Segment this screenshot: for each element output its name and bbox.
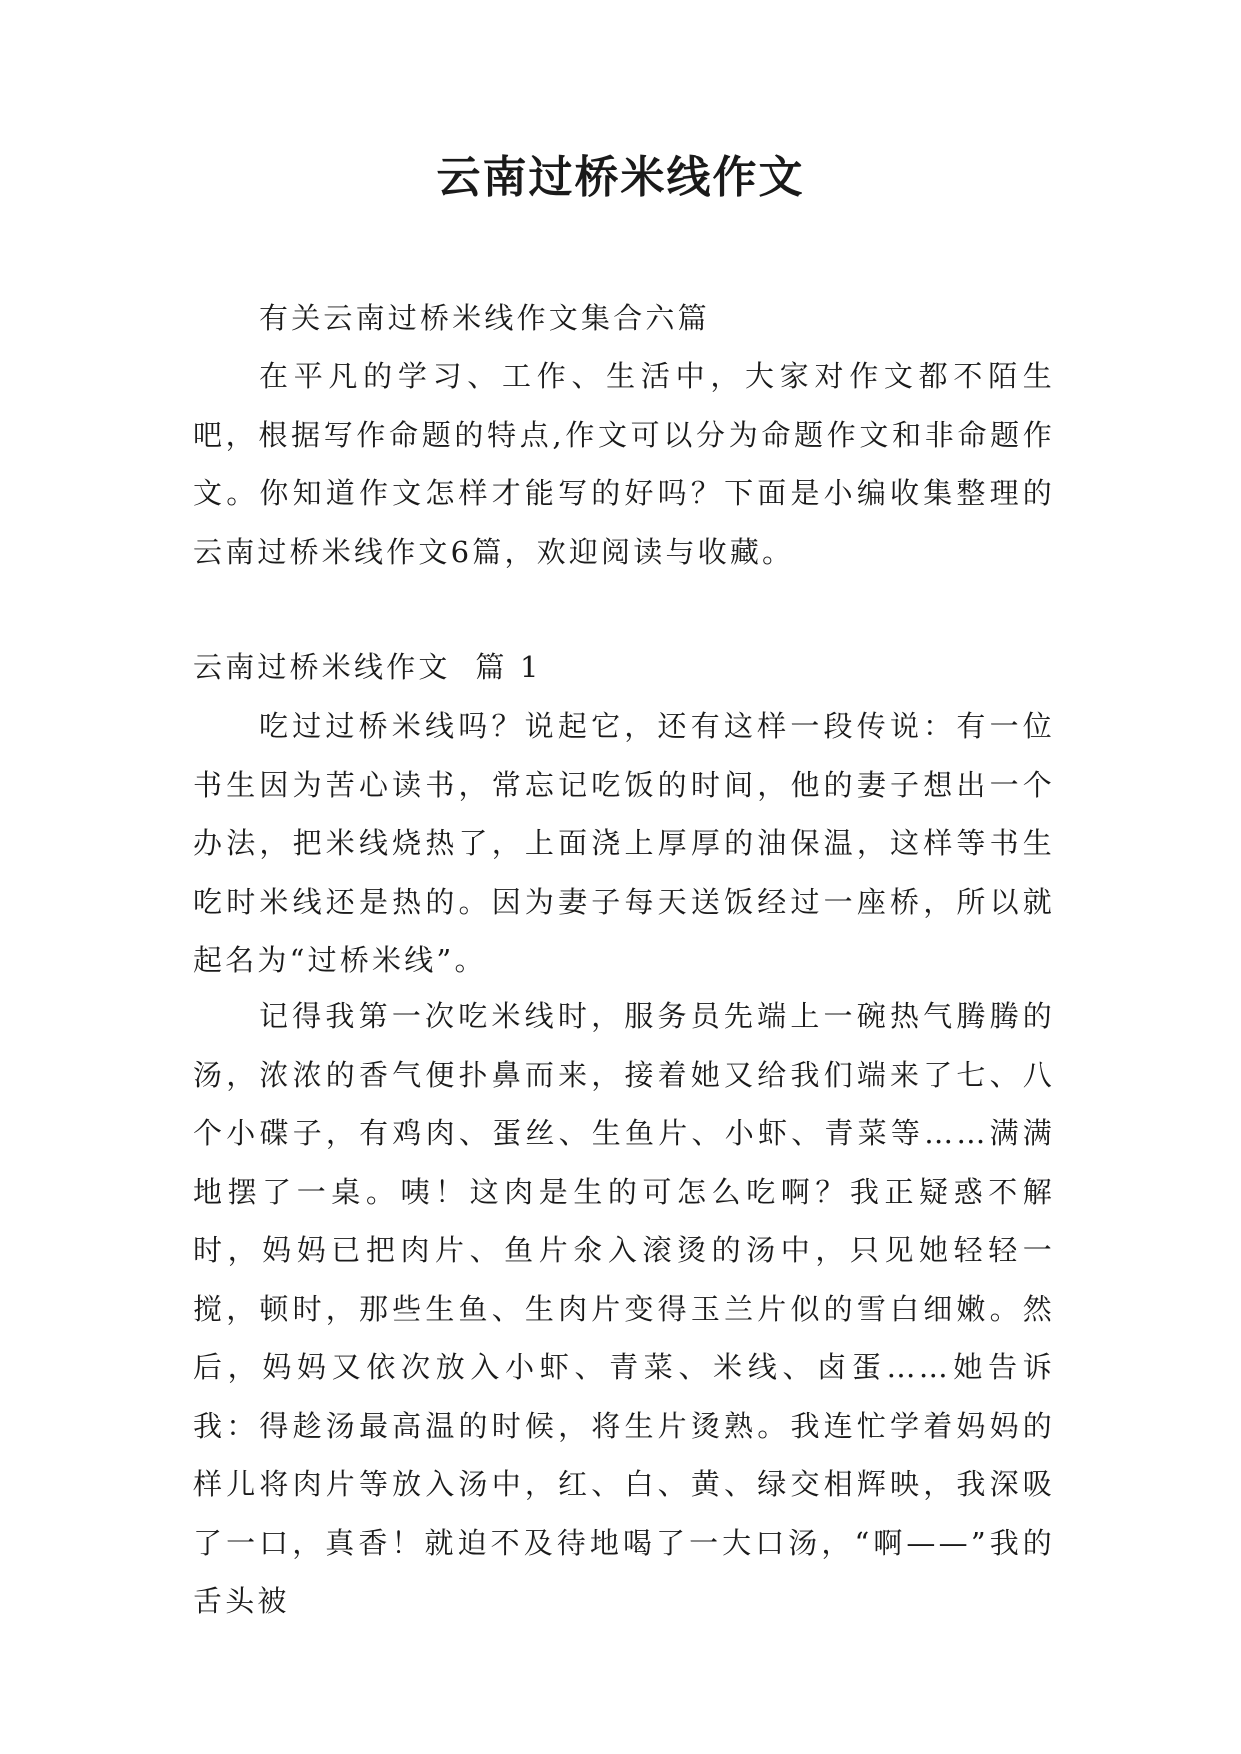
intro-paragraph: 在平凡的学习、工作、生活中，大家对作文都不陌生吧，根据写作命题的特点,作文可以分为命题作文和非命题作文。你知道作文怎样才能写的好吗？下面是小编收集整理的云南过桥米线作文6篇，欢迎阅读与收藏。: [193, 359, 1055, 569]
body-paragraph: 记得我第一次吃米线时，服务员先端上一碗热气腾腾的汤，浓浓的香气便扑鼻而来，接着她又给我们端来了七、八个小碟子，有鸡肉、蛋丝、生鱼片、小虾、青菜等……满满地摆了一桌。咦！这肉是生的可怎么吃啊？我正疑惑不解时，妈妈已把肉片、鱼片氽入滚烫的汤中，只见她轻轻一搅，顿时，那些生鱼、生肉片变得玉兰片似的雪白细嫩。然后，妈妈又依次放入小虾、青菜、米线、卤蛋……她告诉我：得趁汤最高温的时候，将生片烫熟。我连忙学着妈妈的样儿将肉片等放入汤中，红、白、黄、绿交相辉映，我深吸了一口，真香！就迫不及待地喝了一大口汤，“啊——”我的舌头被: [193, 999, 1055, 1618]
section-heading: 云南过桥米线作文 篇 1: [193, 650, 542, 684]
intro-heading: 有关云南过桥米线作文集合六篇: [259, 301, 710, 335]
body-paragraph: 吃过过桥米线吗？说起它，还有这样一段传说：有一位书生因为苦心读书，常忘记吃饭的时间，他的妻子想出一个办法，把米线烧热了，上面浇上厚厚的油保温，这样等书生吃时米线还是热的。因为妻子每天送饭经过一座桥，所以就起名为“过桥米线”。: [193, 709, 1055, 977]
document-title: 云南过桥米线作文: [436, 152, 805, 203]
